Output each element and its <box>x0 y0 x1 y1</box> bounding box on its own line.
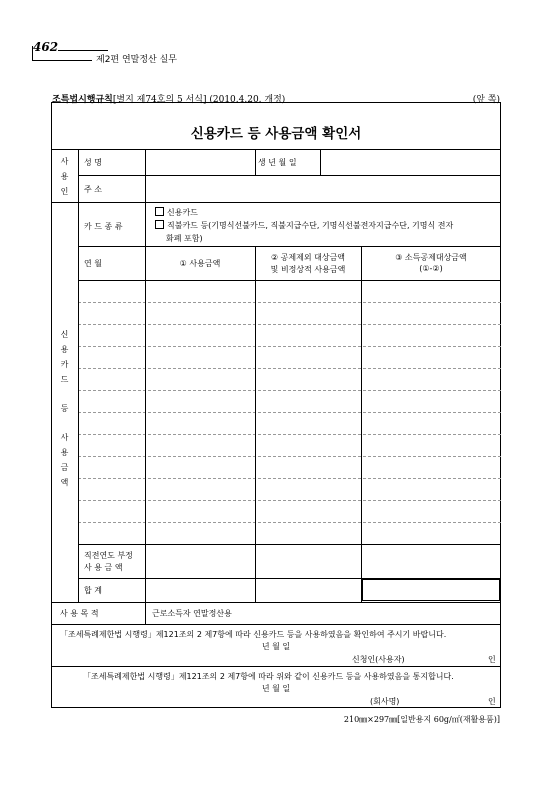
month-row-line <box>78 302 501 303</box>
month-row-line <box>78 412 501 413</box>
page-number: 462 <box>33 40 59 54</box>
notice-text: 「조세특례제한법 시행령」제121조의 2 제7항에 따라 위와 같이 신용카드 등을 사용하였음을 통지합니다. <box>83 672 454 681</box>
option-debit-card-cont: 화폐 포함) <box>166 234 203 243</box>
row-divider <box>78 175 501 176</box>
purpose-label: 사 용 목 적 <box>60 609 99 618</box>
company-label: (회사명) <box>370 697 400 706</box>
month-row-line <box>78 390 501 391</box>
request-date: 년 월 일 <box>261 642 291 651</box>
form-title: 신용카드 등 사용금액 확인서 <box>190 126 362 142</box>
col-month-header: 연 월 <box>84 259 102 268</box>
chapter-title: 제2편 연말정산 실무 <box>96 55 178 65</box>
month-row-line <box>78 434 501 435</box>
col-deductible-header-1: ③ 소득공제대상금액 <box>395 253 467 262</box>
option-credit-card[interactable]: 신용카드 <box>155 207 198 218</box>
dob-field[interactable] <box>322 152 500 174</box>
total-box <box>362 579 500 601</box>
prev-year-label-2: 사 용 금 액 <box>84 563 123 572</box>
row-divider <box>78 544 501 545</box>
name-field[interactable] <box>147 152 254 174</box>
dob-label: 생 년 월 일 <box>258 158 297 167</box>
card-type-label: 카 드 종 류 <box>84 222 123 231</box>
company-seal: 인 <box>488 697 496 706</box>
month-row-line <box>78 346 501 347</box>
purpose-value: 근로소득자 연말정산용 <box>152 609 232 618</box>
paper-spec: 210㎜×297㎜[일반용지 60g/㎡(재활용품)] <box>343 715 500 724</box>
page-side: (앞 쪽) <box>472 95 500 105</box>
header-bracket <box>32 46 33 60</box>
col-divider <box>255 246 256 602</box>
col-usage-amount-header: ① 사용금액 <box>179 259 221 268</box>
option-debit-card[interactable]: 직불카드 등(기명식선불카드, 직불지급수단, 기명식선불전자지급수단, 기명식 전자 <box>155 220 453 231</box>
header-rule <box>58 50 108 51</box>
user-section-label: 사 용 인 <box>60 157 69 196</box>
row-divider <box>51 149 501 150</box>
applicant-label: 신청인(사용자) <box>352 655 405 664</box>
applicant-seal: 인 <box>488 655 496 664</box>
row-divider <box>51 602 501 603</box>
row-divider <box>51 202 501 203</box>
address-field[interactable] <box>147 178 500 200</box>
month-row-line <box>78 478 501 479</box>
card-section-label: 신 용 카 드 등 사 용 금 액 <box>60 330 69 487</box>
law-name: 조특법시행규칙 <box>52 95 113 105</box>
name-label: 성 명 <box>84 158 102 167</box>
form-number: [별지 제74호의 5 서식] (2010.4.20. 개정) <box>112 95 286 105</box>
month-row-line <box>78 324 501 325</box>
row-divider <box>78 280 501 281</box>
col-excluded-header-1: ② 공제제외 대상금액 <box>270 253 346 262</box>
col-excluded-header-2: 및 비정상적 사용금액 <box>270 265 346 274</box>
request-text: 「조세특례제한법 시행령」제121조의 2 제7항에 따라 신용카드 등을 사용하였음을 확인하여 주시기 바랍니다. <box>60 630 447 639</box>
month-row-line <box>78 368 501 369</box>
total-label: 합 계 <box>84 586 102 595</box>
checkbox-icon[interactable] <box>155 207 164 216</box>
col-divider <box>361 246 362 602</box>
col-deductible-header-2: (①-②) <box>419 264 443 273</box>
row-divider <box>51 666 501 667</box>
col-divider <box>78 149 79 602</box>
address-label: 주 소 <box>84 185 102 194</box>
checkbox-icon[interactable] <box>155 220 164 229</box>
month-row-line <box>78 456 501 457</box>
month-row-line <box>78 500 501 501</box>
row-divider <box>51 624 501 625</box>
col-divider <box>145 149 146 624</box>
row-divider <box>78 246 501 247</box>
prev-year-label-1: 직전연도 부정 <box>84 551 133 560</box>
notice-date: 년 월 일 <box>261 684 291 693</box>
month-row-line <box>78 522 501 523</box>
header-rule-bottom <box>32 60 92 61</box>
col-divider <box>255 149 256 175</box>
col-divider <box>320 149 321 175</box>
